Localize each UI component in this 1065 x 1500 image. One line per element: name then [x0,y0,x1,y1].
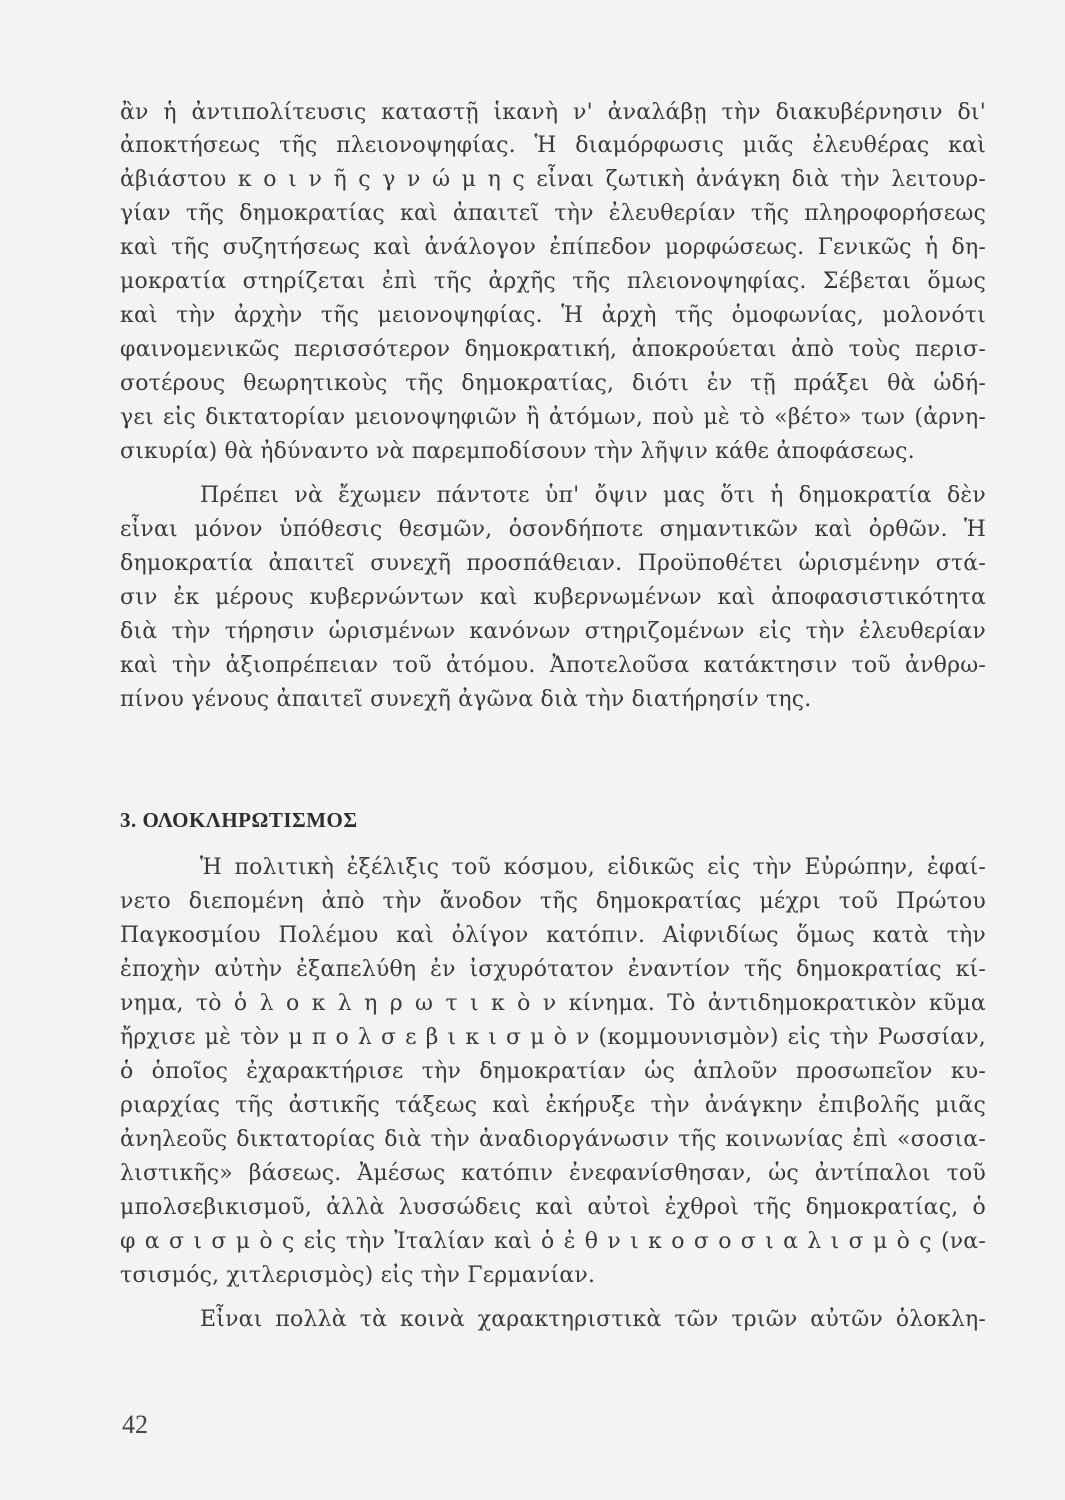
section-heading: 3. ΟΛΟΚΛΗΡΩΤΙΣΜΟΣ [120,808,358,832]
text-line: δημοκρατία ἀπαιτεῖ συνεχῆ προσπάθειαν. Προϋποθέτει ὡρισμένην στά- [120,551,986,576]
page-number: 42 [122,1410,148,1439]
text-line: ριαρχίας τῆς ἀστικῆς τάξεως καὶ ἐκήρυξε τὴν ἀνάγκην ἐπιβολῆς μιᾶς [120,1093,986,1118]
text-line: πίνου γένους ἀπαιτεῖ συνεχῆ ἀγῶνα διὰ τὴν διατήρησίν της. [120,687,812,712]
text-line: ἀνηλεοῦς δικτατορίας διὰ τὴν ἀναδιοργάνωσιν τῆς κοινωνίας ἐπὶ «σοσια- [120,1127,986,1152]
text-line: Πρέπει νὰ ἔχωμεν πάντοτε ὑπ' ὄψιν μας ὅτι ἡ δημοκρατία δὲν [200,483,986,508]
text-line: εἶναι μόνον ὑπόθεσις θεσμῶν, ὁσονδήποτε σημαντικῶν καὶ ὀρθῶν. Ἡ [120,517,986,542]
text-line: νετο διεπομένη ἀπὸ τὴν ἄνοδον τῆς δημοκρατίας μέχρι τοῦ Πρώτου [120,889,986,914]
text-line: ἤρχισε μὲ τὸν μ π ο λ σ ε β ι κ ι σ μ ὸ ν (κομμουνισμὸν) εἰς τὴν Ρωσσίαν, [120,1025,986,1050]
text-line: σοτέρους θεωρητικοὺς τῆς δημοκρατίας, διότι ἐν τῇ πράξει θὰ ὡδή- [120,371,986,396]
text-line: Ἡ πολιτικὴ ἐξέλιξις τοῦ κόσμου, εἰδικῶς εἰς τὴν Εὐρώπην, ἐφαί- [200,855,986,880]
text-line: ἂν ἡ ἀντιπολίτευσις καταστῇ ἱκανὴ ν' ἀναλάβῃ τὴν διακυβέρνησιν δι' [120,100,986,125]
text-line: μοκρατία στηρίζεται ἐπὶ τῆς ἀρχῆς τῆς πλειονοψηφίας. Σέβεται ὅμως [120,269,986,294]
text-line: τσισμός, χιτλερισμὸς) εἰς τὴν Γερμανίαν. [120,1263,596,1288]
text-line: διὰ τὴν τήρησιν ὡρισμένων κανόνων στηριζομένων εἰς τὴν ἐλευθερίαν [120,619,986,644]
text-line: λιστικῆς» βάσεως. Ἀμέσως κατόπιν ἐνεφανίσθησαν, ὡς ἀντίπαλοι τοῦ [120,1161,986,1186]
text-line: νημα, τὸ ὁ λ ο κ λ η ρ ω τ ι κ ὸ ν κίνημα. Τὸ ἀντιδημοκρατικὸν κῦμα [120,991,986,1016]
text-line: γίαν τῆς δημοκρατίας καὶ ἀπαιτεῖ τὴν ἐλευθερίαν τῆς πληροφορήσεως [120,201,986,226]
text-line: Εἶναι πολλὰ τὰ κοινὰ χαρακτηριστικὰ τῶν τριῶν αὐτῶν ὁλοκλη- [200,1307,986,1332]
text-line: γει εἰς δικτατορίαν μειονοψηφιῶν ἢ ἀτόμων, ποὺ μὲ τὸ «βέτο» των (ἀρνη- [120,405,986,430]
text-line: σιν ἐκ μέρους κυβερνώντων καὶ κυβερνωμένων καὶ ἀποφασιστικότητα [120,585,986,610]
text-line: ἀποκτήσεως τῆς πλειονοψηφίας. Ἡ διαμόρφωσις μιᾶς ἐλευθέρας καὶ [120,133,986,158]
text-line: φ α σ ι σ μ ὸ ς εἰς τὴν Ἰταλίαν καὶ ὁ ἐ θ ν ι κ ο σ ο σ ι α λ ι σ μ ὸ ς (να- [120,1229,986,1254]
text-line: καὶ τὴν ἀξιοπρέπειαν τοῦ ἀτόμου. Ἀποτελοῦσα κατάκτησιν τοῦ ἀνθρω- [120,653,986,678]
text-line: ὁ ὁποῖος ἐχαρακτήρισε τὴν δημοκρατίαν ὡς ἁπλοῦν προσωπεῖον κυ- [120,1059,986,1084]
text-line: φαινομενικῶς περισσότερον δημοκρατική, ἀποκρούεται ἀπὸ τοὺς περισ- [120,337,986,362]
text-line: Παγκοσμίου Πολέμου καὶ ὀλίγον κατόπιν. Αἰφνιδίως ὅμως κατὰ τὴν [120,923,986,948]
text-line: καὶ τῆς συζητήσεως καὶ ἀνάλογον ἐπίπεδον μορφώσεως. Γενικῶς ἡ δη- [120,235,986,260]
text-line: ἐποχὴν αὐτὴν ἐξαπελύθη ἐν ἰσχυρότατον ἐναντίον τῆς δημοκρατίας κί- [120,957,986,982]
text-line: ἀβιάστου κ ο ι ν ῆ ς γ ν ώ μ η ς εἶναι ζωτικὴ ἀνάγκη διὰ τὴν λειτουρ- [120,167,986,192]
text-line: σικυρία) θὰ ἠδύναντο νὰ παρεμποδίσουν τὴν λῆψιν κάθε ἀποφάσεως. [120,439,915,464]
text-line: καὶ τὴν ἀρχὴν τῆς μειονοψηφίας. Ἡ ἀρχὴ τῆς ὁμοφωνίας, μολονότι [120,303,986,328]
text-line: μπολσεβικισμοῦ, ἀλλὰ λυσσώδεις καὶ αὐτοὶ ἐχθροὶ τῆς δημοκρατίας, ὁ [120,1195,986,1220]
